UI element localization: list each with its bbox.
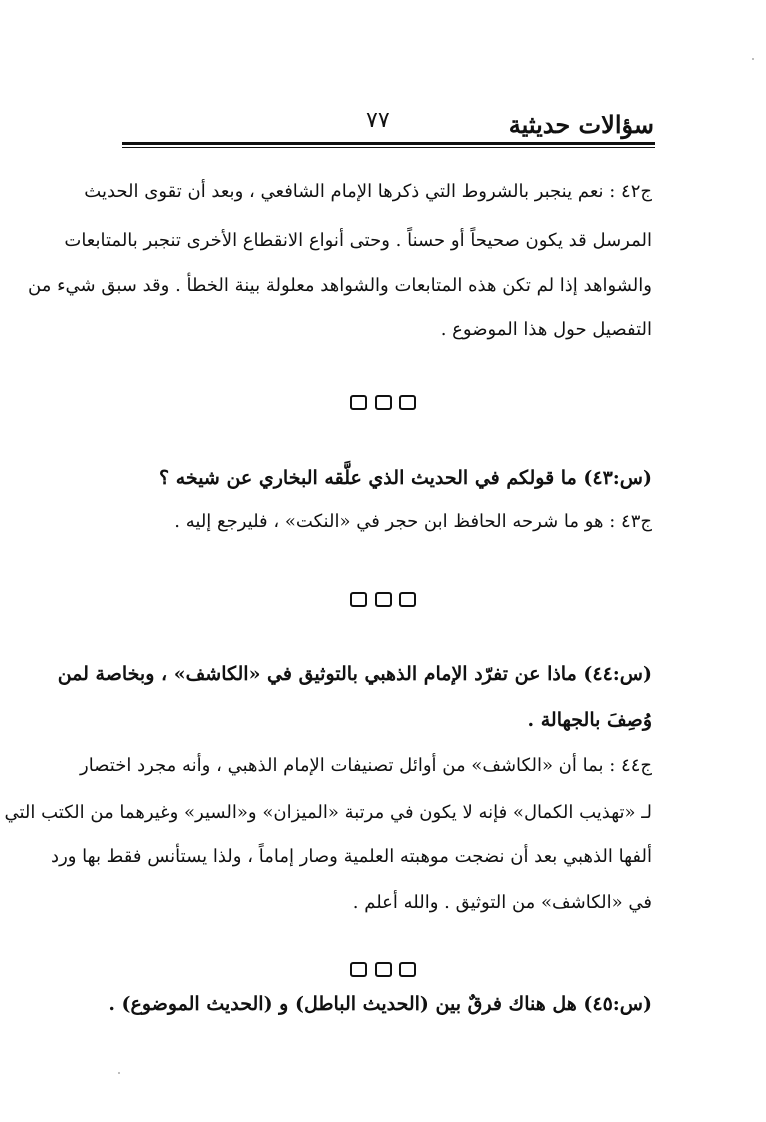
- answer-42-line-3: والشواهد إذا لم تكن هذه المتابعات والشواهد معلولة بينة الخطأ . وقد سبق شيء من: [28, 275, 652, 296]
- answer-42-line-1: ج٤٢ : نعم ينجبر بالشروط التي ذكرها الإمام الشافعي ، وبعد أن تقوى الحديث: [84, 181, 652, 202]
- header-rule-thin: [122, 147, 655, 148]
- answer-44-line-3: ألفها الذهبي بعد أن نضجت موهبته العلمية وصار إماماً ، ولذا يستأنس فقط بها ورد: [51, 846, 652, 867]
- separator-box: [350, 962, 367, 977]
- question-45: (س:٤٥) هل هناك فرقٌ بين (الحديث الباطل) و (الحديث الموضوع) .: [108, 993, 652, 1015]
- separator-box: [350, 592, 367, 607]
- answer-43: ج٤٣ : هو ما شرحه الحافظ ابن حجر في «النكت» ، فليرجع إليه .: [174, 511, 652, 532]
- answer-42-line-2: المرسل قد يكون صحيحاً أو حسناً . وحتى أنواع الانقطاع الأخرى تنجبر بالمتابعات: [64, 230, 652, 251]
- section-separator: [350, 393, 416, 413]
- separator-box: [399, 592, 416, 607]
- scan-speck: [118, 1072, 120, 1074]
- answer-44-line-4: في «الكاشف» من التوثيق . والله أعلم .: [352, 892, 652, 913]
- page-number: ٧٧: [366, 108, 390, 133]
- separator-box: [375, 592, 392, 607]
- separator-box: [399, 962, 416, 977]
- answer-44-line-2: لـ «تهذيب الكمال» فإنه لا يكون في مرتبة «الميزان» و«السير» وغيرهما من الكتب التي: [4, 802, 652, 823]
- section-separator: [350, 590, 416, 610]
- separator-box: [399, 395, 416, 410]
- separator-box: [375, 395, 392, 410]
- separator-box: [375, 962, 392, 977]
- question-44-line-2: وُصِفَ بالجهالة .: [527, 709, 652, 731]
- separator-box: [350, 395, 367, 410]
- question-43: (س:٤٣) ما قولكم في الحديث الذي علَّقه البخاري عن شيخه ؟: [159, 467, 652, 489]
- header-rule: [122, 142, 655, 145]
- answer-44-line-1: ج٤٤ : بما أن «الكاشف» من أوائل تصنيفات الإمام الذهبي ، وأنه مجرد اختصار: [80, 755, 652, 776]
- scan-speck: [752, 58, 754, 60]
- question-44-line-1: (س:٤٤) ماذا عن تفرّد الإمام الذهبي بالتوثيق في «الكاشف» ، وبخاصة لمن: [57, 663, 652, 685]
- section-separator: [350, 960, 416, 980]
- answer-42-line-4: التفصيل حول هذا الموضوع .: [440, 319, 652, 340]
- running-header-title: سؤالات حديثية: [508, 110, 654, 139]
